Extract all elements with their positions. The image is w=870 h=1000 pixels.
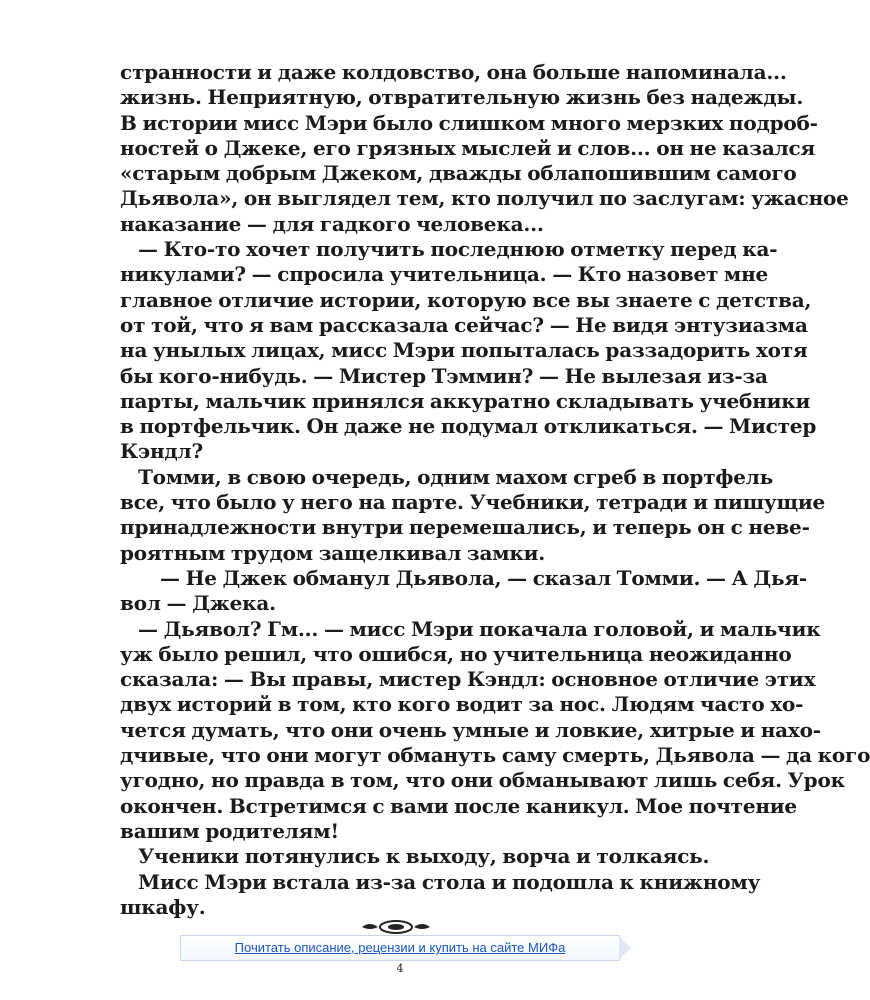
text-line: парты, мальчик принялся аккуратно складывать учебники — [120, 388, 811, 413]
text-line: все, что было у него на парте. Учебники, тетради и пишущие — [120, 490, 826, 515]
buy-link-button[interactable] — [180, 935, 620, 961]
text-line: принадлежности внутри перемешались, и теперь он с неве- — [120, 515, 810, 540]
text-line: двух историй в том, кто кого водит за нос. Людям часто хо- — [120, 692, 804, 717]
text-line: Дьявола», он выглядел тем, кто получил по заслугам: ужасное — [120, 186, 849, 211]
text-line: Ученики потянулись к выходу, ворча и толкаясь. — [138, 844, 710, 869]
text-line: В истории мисс Мэри было слишком много мерзких подроб- — [120, 110, 818, 135]
text-line: ностей о Джеке, его грязных мыслей и слов... он не казался — [120, 135, 816, 160]
text-line: странности и даже колдовство, она больше напоминала... — [120, 60, 787, 84]
text-line: бы кого-нибудь. — Мистер Тэммин? — Не вылезая из-за — [120, 363, 768, 388]
text-line: главное отличие истории, которую все вы знаете с детства, — [120, 287, 812, 312]
text-line: — Не Джек обманул Дьявола, — сказал Томми. — А Дья- — [160, 565, 808, 590]
text-line: «старым добрым Джеком, дважды облапошившим самого — [120, 161, 797, 186]
page-number: 4 — [396, 962, 404, 975]
text-line: жизнь. Неприятную, отвратительную жизнь без надежды. — [120, 85, 804, 110]
text-line: наказание — для гадкого человека... — [120, 211, 544, 236]
text-line: — Кто-то хочет получить последнюю отметку перед ка- — [138, 237, 778, 262]
text-line: вол — Джека. — [120, 591, 276, 616]
text-line: на унылых лицах, мисс Мэри попыталась раззадорить хотя — [120, 338, 808, 363]
text-line: Томми, в свою очередь, одним махом сгреб в портфель — [138, 464, 774, 489]
text-line: в портфельчик. Он даже не подумал откликаться. — Мистер — [120, 414, 817, 439]
text-line: угодно, но правда в том, что они обманывают лишь себя. Урок — [120, 768, 845, 793]
body-text — [120, 60, 870, 920]
text-line: роятным трудом защелкивал замки. — [120, 540, 546, 565]
text-line: сказала: — Вы правы, мистер Кэндл: основное отличие этих — [120, 667, 816, 692]
buy-link-text[interactable]: Почитать описание, рецензии и купить на сайте МИФа — [234, 940, 566, 955]
text-line: чется думать, что они очень умные и ловкие, хитрые и нахо- — [120, 717, 821, 742]
text-line: никулами? — спросила учительница. — Кто назовет мне — [120, 262, 769, 287]
text-line: Кэндл? — [120, 439, 203, 464]
text-line: вашим родителям! — [120, 818, 339, 843]
text-line: шкафу. — [120, 894, 206, 919]
text-line: дчивые, что они могут обмануть саму смерть, Дьявола — да кого — [120, 743, 870, 768]
text-line: от той, что я вам рассказала сейчас? — Не видя энтузиазма — [120, 312, 808, 337]
text-line: уж было решил, что ошибся, но учительница неожиданно — [120, 641, 792, 666]
text-line: окончен. Встретимся с вами после каникул. Мое почтение — [120, 793, 797, 818]
text-line: Мисс Мэри встала из-за стола и подошла к книжному — [138, 869, 761, 894]
text-line: — Дьявол? Гм... — мисс Мэри покачала головой, и мальчик — [138, 616, 821, 641]
ornament-icon — [356, 917, 436, 935]
